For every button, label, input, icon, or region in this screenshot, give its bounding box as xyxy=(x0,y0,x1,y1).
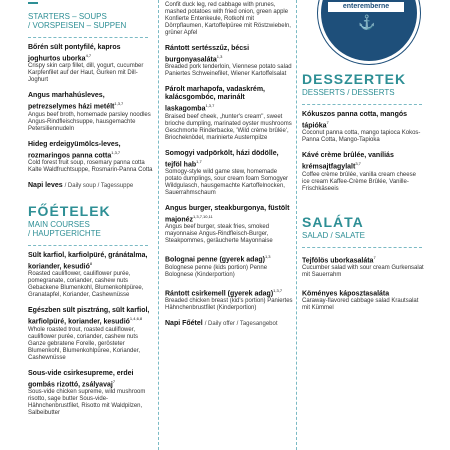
menu-item: Hideg erdeigyümölcs-leves, rozmaringos panna cotta$^{1,3,7}$ Cold forest fruit soup, rosemary panna cotta Kalte Waldfruchtsuppe, Rosmarin-Panna Cotta xyxy=(28,140,153,173)
column-divider-left xyxy=(158,0,159,450)
right-column xyxy=(302,0,424,320)
left-column xyxy=(28,0,153,425)
desserts-section xyxy=(302,72,424,193)
daily-soup: Napi leves / Daily soup / Tagessuppe xyxy=(28,181,134,189)
menu-item: Egészben sült pisztráng, sült karfiol, karfiolpüré, koriander, kesudió$^{1,4,6,8}$ Whole roasted trout, roasted cauliflower, cauliflower purée, coriander, cashew nuts Ganze gebratene Forelle, gerösteter Blumenkohl, Blumenkohlpüree, Koriander, Cashewnüsse xyxy=(28,307,150,361)
menu-item: Angus burger, steakburgonya, füstölt majonéz$^{1,3,7,10,11}$ Angus beef burger, steak fries, smoked mayonnaise Angus-Rindfleisch-Burger, Steakpommes, geräucherte Mayonnaise xyxy=(165,204,290,245)
menu-item: Köményes káposztasaláta Caraway-flavored cabbage salad Krautsalat mit Kümmel xyxy=(302,290,419,312)
column-divider-right xyxy=(296,0,297,450)
menu-item: Angus marhahúsleves, petrezselymes házi metélt$^{1,3,7}$ Angus beef broth, homemade parsley noodles Angus-Rindfleischsuppe, hausgemachte Petersiliennudeln xyxy=(28,92,151,132)
menu-item: Tejfölös uborkasaláta$^7$ Cucumber salad with sour cream Gurkensalat mit Sauerrahm xyxy=(302,254,424,278)
logo-text: enteremberne xyxy=(328,2,404,12)
menu-item: Rántott csirkemell (gyerek adag)$^{1,3,7}$ Breaded chicken breast (kid's portion) Paniertes Hähnchenbrustfilet (Kinderportion) xyxy=(165,287,293,311)
menu-item-cropped: Confit duck leg, red cabbage with prunes, mashed potatoes with fried onion, green apple Konfierte Entenkeule, Rotkohl mit Dörrpflaumen, Kartoffelpüree mit Röstzwiebeln, grüner Apfel xyxy=(165,2,291,36)
desserts-subtitle: DESSERTS / DESSERTS xyxy=(302,88,395,97)
mains-title: FŐÉTELEK xyxy=(28,202,111,219)
menu-item: Sous-vide csirkesupreme, erdei gombás rizottó, zsályavaj$^7$ Sous-vide chicken supreme, wild mushroom risotto, sage butter Sous-vide-Hähnchenbrustfilet, Risotto mit Waldpilzen, Salbeibutter xyxy=(28,369,146,416)
menu-item: Párolt marhapofa, vadaskrém, kalácsgombóc, marinált laskagomba$^{1,3,7}$ Braised beef cheek, „hunter's cream", sweet brioche dumpling, marinated oyster mushrooms Geschmorte Rinderbacke, 'Wild crème brûlée', Briocheknödel, marinierte Austernpilze xyxy=(165,86,292,141)
menu-item: Somogyi vadpörkölt, házi dödölle, tejföl hab$^{1,7}$ Somogy-style wild game stew, homemade potato dumplings, sour cream foam Somogyer Wildgulasch, hausgemachte Kartoffelnocken, Sauerrahmschaum xyxy=(165,149,289,196)
menu-item: Bolognai penne (gyerek adag)$^{1,3}$ Bolognese penne (kids portion) Penne Bolognese (Kinderportion) xyxy=(165,254,271,278)
mains-subtitle-en: MAIN COURSES xyxy=(28,219,90,229)
daily-main: Napi Főétel / Daily offer / Tagesangebot xyxy=(165,319,278,327)
menu-item: Sült karfiol, karfiolpüré, gránátalma, koriander, kesudió$^8$ Roasted cauliflower, cauliflower purée, pomegranate, coriander, cashew nuts Gebackene Blumenkohl, Blumenkohlpüree, Granatapfel, Koriander, Cashewnüsse xyxy=(28,251,148,299)
starters-subtitle-en: STARTERS – SOUPS xyxy=(28,12,107,21)
salads-section xyxy=(302,215,424,313)
menu-item: Bőrén sült pontyfilé, kapros joghurtos uborka$^{4,7}$ Crispy skin carp fillet, dill, yogurt, cucumber Karpfenfilet auf der Haut, Gurken mit Dill-Joghurt xyxy=(28,44,144,84)
mains-section xyxy=(28,204,153,417)
starters-section xyxy=(28,2,153,190)
section-divider xyxy=(28,242,148,246)
anchor-icon: ⚓ xyxy=(358,14,376,30)
mains-subtitle-de: / HAUPTGERICHTE xyxy=(28,228,101,238)
salads-title: SALÁTA xyxy=(302,213,364,230)
starters-subtitle-de: / VORSPEISEN – SUPPEN xyxy=(28,21,127,30)
menu-item: Rántott sertésszűz, bécsi burgonyasaláta$^{1,3}$ Breaded pork tenderloin, Viennese potato salad Paniertes Schweinefilet, Wiener Kartoffelsalat xyxy=(165,45,292,78)
menu-item: Kávé crème brûlée, vaníliás krémsajtfagylalt$^{3,7}$ Coffee crème brûlée, vanilla cream cheese ice cream Kaffee-Crème Brûlée, Vanille-Frischkäseeis xyxy=(302,152,416,192)
menu-item: Kókuszos panna cotta, mangós tápióka$^7$ Coconut panna cotta, mango tapioca Kokos-Panna Cotta, Mango-Tapioka xyxy=(302,111,421,144)
section-divider xyxy=(302,244,422,248)
desserts-title: DESSZERTEK xyxy=(302,71,407,87)
section-divider xyxy=(28,34,148,38)
salads-subtitle: SALAD / SALATE xyxy=(302,230,365,240)
section-divider xyxy=(302,101,422,105)
middle-column xyxy=(165,0,293,336)
